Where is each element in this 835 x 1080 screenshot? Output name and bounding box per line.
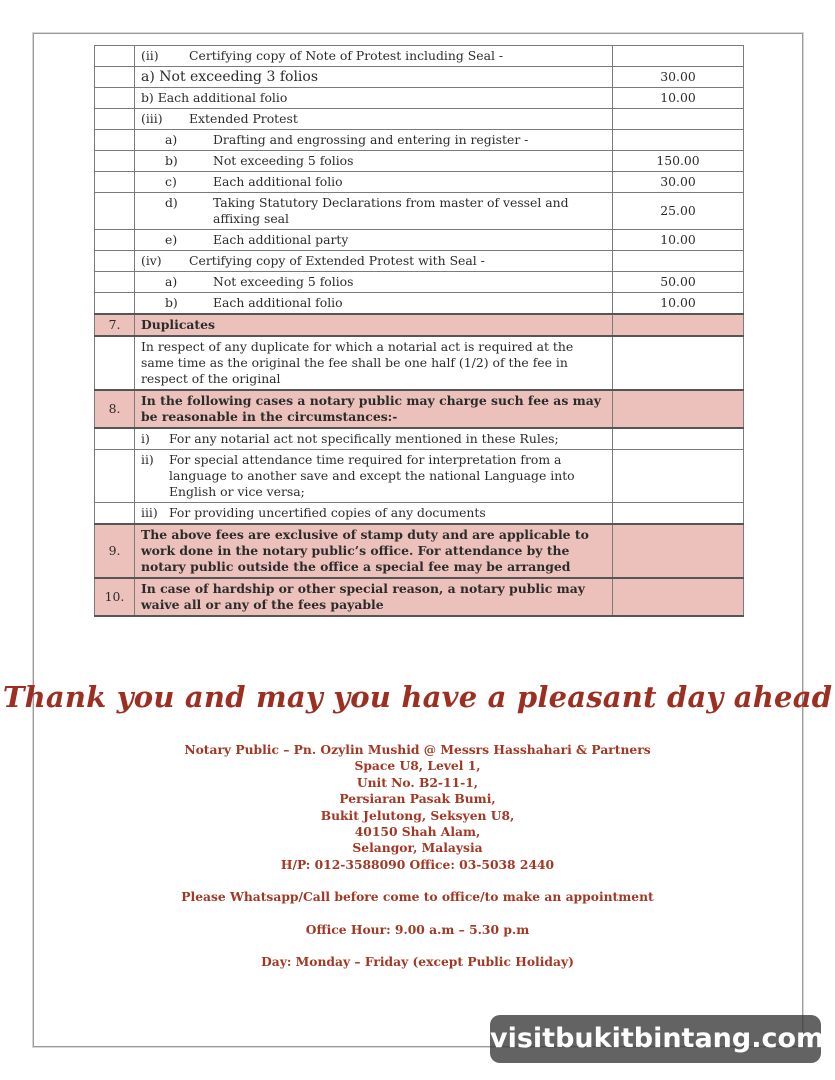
section-number: 10. [95,578,135,616]
section-row-fees-exclusive [95,524,744,578]
section-number: 7. [95,314,135,336]
row-number [95,109,135,130]
row-text: For providing uncertified copies of any documents [169,505,486,520]
contact-block [0,742,835,970]
row-amount [613,524,744,578]
row-text: Taking Statutory Declarations from master of vessel and affixing seal [213,195,569,226]
row-amount [613,314,744,336]
address-line: Selangor, Malaysia [352,840,483,856]
row-amount: 25.00 [613,193,744,230]
row-amount: 10.00 [613,293,744,315]
row-label: b) [165,153,178,168]
table-row [95,251,744,272]
section-heading: Duplicates [135,314,613,336]
section-heading: In the following cases a notary public may charge such fee as may be reasonable in the circumstances:- [135,390,613,428]
thank-you-heading: Thank you and may you have a pleasant day ahead [2,680,833,714]
row-amount [613,251,744,272]
table-row [95,130,744,151]
row-label: (iii) [141,111,163,126]
row-amount [613,130,744,151]
section-row-reasonable-fees [95,390,744,428]
row-text: Each additional folio [213,174,343,189]
row-number [95,251,135,272]
row-description [135,172,613,193]
row-description [135,272,613,293]
contact-name: Notary Public – Pn. Ozylin Mushid @ Messrs Hasshahari & Partners [184,742,651,757]
row-amount: 150.00 [613,151,744,172]
row-number [95,130,135,151]
row-description [135,428,613,450]
table-row [95,230,744,251]
table-row [95,450,744,503]
table-row [95,67,744,88]
row-amount: 10.00 [613,88,744,109]
row-description [135,503,613,525]
row-description [135,151,613,172]
section-heading: The above fees are exclusive of stamp duty and are applicable to work done in the notary public’s office. For attendance by the notary public outside the office a special fee may be arranged [135,524,613,578]
row-number [95,450,135,503]
row-number [95,428,135,450]
row-description [135,67,613,88]
row-description [135,46,613,67]
row-number [95,193,135,230]
section-row-hardship [95,578,744,616]
row-text: For special attendance time required for interpretation from a language to another save and except the national Language into English or vice versa; [169,452,575,499]
row-number [95,503,135,525]
row-amount [613,390,744,428]
row-label: ii) [141,452,154,467]
row-label: a) [165,274,178,289]
row-label: (ii) [141,48,159,63]
row-label: c) [165,174,177,189]
row-amount [613,336,744,390]
row-label: b) [165,295,178,310]
row-description [135,230,613,251]
row-text: Not exceeding 5 folios [213,274,354,289]
row-text: Certifying copy of Note of Protest including Seal - [189,48,504,63]
row-description [135,293,613,315]
address-line: Space U8, Level 1, [354,758,481,774]
section-number: 8. [95,390,135,428]
row-amount: 10.00 [613,230,744,251]
row-amount [613,450,744,503]
section-heading: In case of hardship or other special reason, a notary public may waive all or any of the fees payable [135,578,613,616]
row-number [95,272,135,293]
address-line: Bukit Jelutong, Seksyen U8, [320,807,515,823]
section-row-duplicates [95,314,744,336]
watermark-text: visitbukitbintang.com [490,1023,825,1054]
row-description [135,130,613,151]
row-description [135,88,613,109]
office-hours: Office Hour: 9.00 a.m – 5.30 p.m [305,921,530,937]
table-row [95,172,744,193]
row-number [95,46,135,67]
row-description [135,193,613,230]
address-line: 40150 Shah Alam, [354,824,481,840]
row-text: Each additional party [213,232,349,247]
table-row [95,88,744,109]
row-amount: 30.00 [613,67,744,88]
table-row [95,193,744,230]
row-label: iii) [141,505,158,520]
row-description: In respect of any duplicate for which a notarial act is required at the same time as the original the fee shall be one half (1/2) of the fee in respect of the original [135,336,613,390]
section-number: 9. [95,524,135,578]
row-label: e) [165,232,178,247]
row-number [95,172,135,193]
row-number [95,88,135,109]
row-amount [613,428,744,450]
row-number [95,336,135,390]
row-label: i) [141,431,150,446]
row-text: Not exceeding 5 folios [213,153,354,168]
row-number [95,67,135,88]
table-row [95,293,744,315]
row-amount: 50.00 [613,272,744,293]
table-row [95,428,744,450]
table-row [95,151,744,172]
row-amount [613,46,744,67]
row-amount [613,109,744,130]
row-text: a) Not exceeding 3 folios [141,69,319,85]
row-amount [613,503,744,525]
row-label: a) [165,132,178,147]
row-number [95,151,135,172]
row-description [135,251,613,272]
row-description [135,450,613,503]
row-text: Drafting and engrossing and entering in register - [213,132,529,147]
table-row [95,503,744,525]
table-row [95,109,744,130]
row-text: Extended Protest [189,111,298,126]
row-text: Each additional folio [213,295,343,310]
row-description [135,109,613,130]
row-text: b) Each additional folio [141,90,288,105]
row-label: (iv) [141,253,162,268]
fee-table [94,45,744,617]
row-amount [613,578,744,616]
row-label: d) [165,195,178,210]
phone-numbers: H/P: 012-3588090 Office: 03-5038 2440 [280,856,555,872]
watermark [490,1015,825,1063]
office-days: Day: Monday – Friday (except Public Holiday) [261,954,574,970]
address-line: Unit No. B2-11-1, [356,774,479,790]
row-amount: 30.00 [613,172,744,193]
address-line: Persiaran Pasak Bumi, [339,791,496,807]
row-text: For any notarial act not specifically mentioned in these Rules; [169,431,559,446]
table-row [95,46,744,67]
table-row [95,272,744,293]
row-number [95,293,135,315]
row-text: Certifying copy of Extended Protest with Seal - [189,253,485,268]
table-row [95,336,744,390]
appointment-note: Please Whatsapp/Call before come to office/to make an appointment [181,889,654,905]
row-number [95,230,135,251]
